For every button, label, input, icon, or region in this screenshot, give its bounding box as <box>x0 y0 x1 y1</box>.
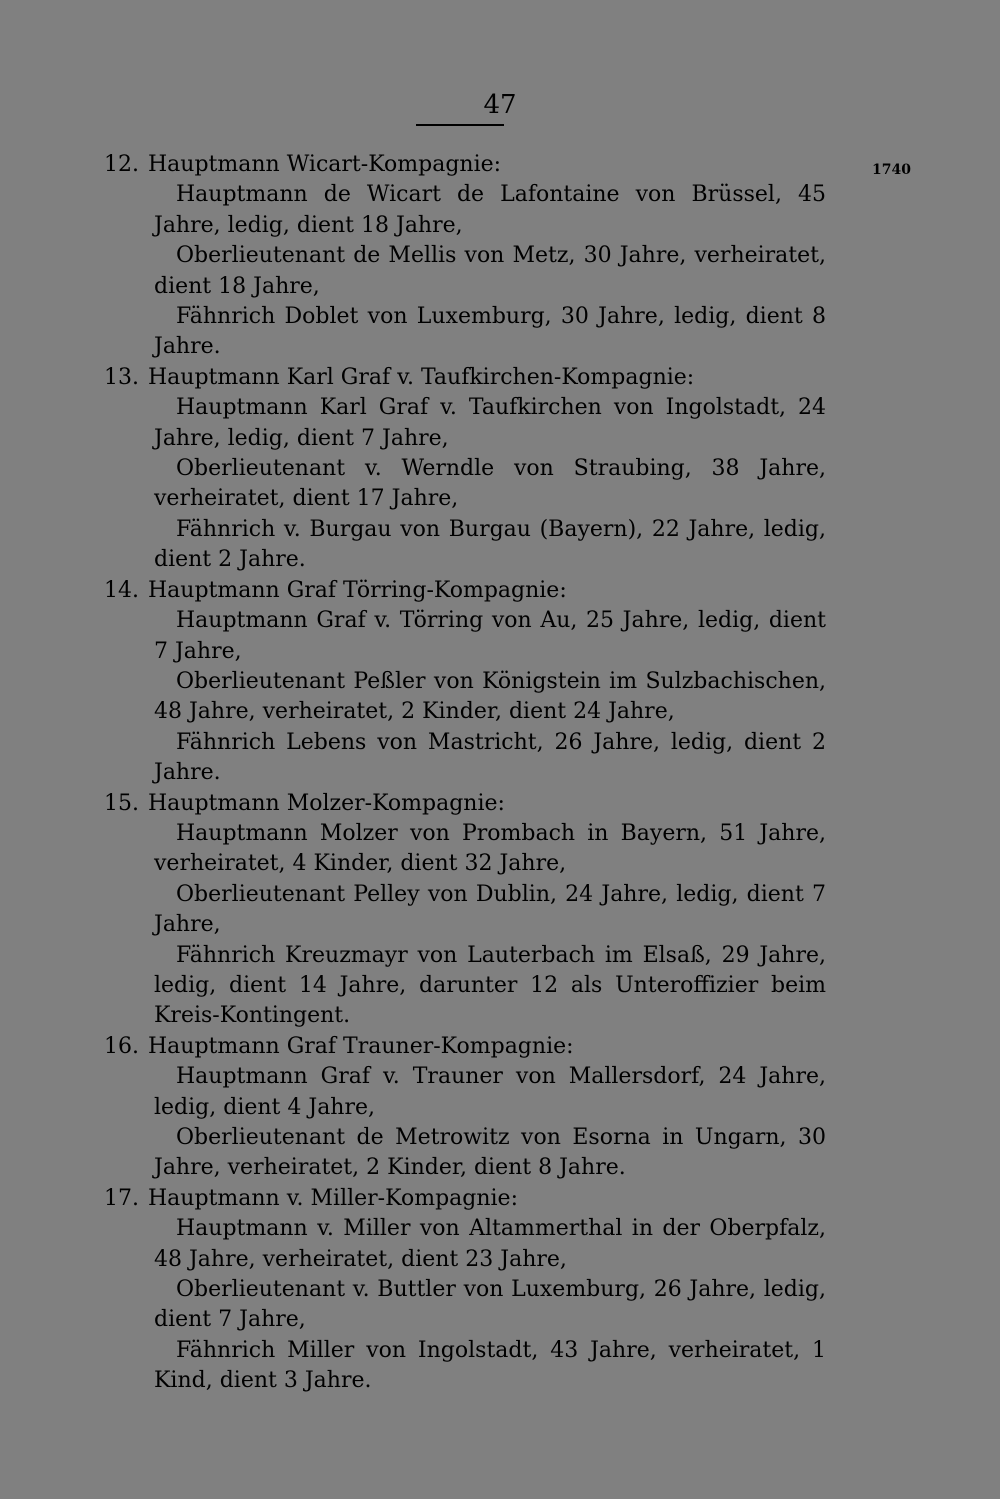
officer-entry: Hauptmann v. Miller von Altammerthal in der Oberpfalz, 48 Jahre, verheiratet, dient 23 Jahre, <box>154 1216 826 1272</box>
officer-entry: Fähnrich Lebens von Mastricht, 26 Jahre, ledig, dient 2 Jahre. <box>154 729 826 786</box>
officer-entry: Fähnrich Doblet von Luxemburg, 30 Jahre, ledig, dient 8 Jahre. <box>154 304 826 360</box>
company-list <box>104 150 826 1397</box>
company-entry <box>104 789 826 1032</box>
officer-entry: Oberlieutenant Pelley von Dublin, 24 Jahre, ledig, dient 7 Jahre, <box>154 881 826 938</box>
company-entry <box>104 150 826 363</box>
officer-entry: Hauptmann de Wicart de Lafontaine von Brüssel, 45 Jahre, ledig, dient 18 Jahre, <box>154 182 826 238</box>
officer-entry: Oberlieutenant v. Werndle von Straubing, 38 Jahre, verheiratet, dient 17 Jahre, <box>154 456 826 512</box>
officer-entry: Oberlieutenant v. Buttler von Luxemburg, 26 Jahre, ledig, dient 7 Jahre, <box>154 1277 826 1333</box>
company-title: Hauptmann Karl Graf v. Taufkirchen-Kompagnie: <box>148 364 695 390</box>
officer-entry: Oberlieutenant de Metrowitz von Esorna in Ungarn, 30 Jahre, verheiratet, 2 Kinder, dient 8 Jahre. <box>154 1125 826 1181</box>
officer-entry: Fähnrich Kreuzmayr von Lauterbach im Elsaß, 29 Jahre, ledig, dient 14 Jahre, darunter 12 als Unteroffizier beim Kreis-Kontingent. <box>154 942 826 1029</box>
company-number: 17. <box>104 1185 139 1211</box>
company-heading <box>104 1184 826 1214</box>
officer-entry: Hauptmann Molzer von Prombach in Bayern, 51 Jahre, verheiratet, 4 Kinder, dient 32 Jahre, <box>154 820 826 877</box>
company-number: 14. <box>104 577 139 603</box>
margin-year: 1740 <box>872 162 911 178</box>
officer-entry: Fähnrich v. Burgau von Burgau (Bayern), 22 Jahre, ledig, dient 2 Jahre. <box>154 516 826 573</box>
officer-entry: Hauptmann Karl Graf v. Taufkirchen von Ingolstadt, 24 Jahre, ledig, dient 7 Jahre, <box>154 395 826 451</box>
company-heading <box>104 1032 826 1062</box>
company-number: 12. <box>104 152 139 177</box>
officer-entry: Hauptmann Graf v. Törring von Au, 25 Jahre, ledig, dient 7 Jahre, <box>154 608 826 664</box>
company-title: Hauptmann Molzer-Kompagnie: <box>148 790 505 816</box>
company-entry <box>104 363 826 576</box>
company-entry <box>104 576 826 789</box>
company-title: Hauptmann Wicart-Kompagnie: <box>148 152 502 177</box>
company-heading <box>104 363 826 393</box>
company-heading <box>104 576 826 606</box>
company-title: Hauptmann Graf Trauner-Kompagnie: <box>148 1033 574 1059</box>
officer-entry: Oberlieutenant Peßler von Königstein im Sulzbachischen, 48 Jahre, verheiratet, 2 Kinder, dient 24 Jahre, <box>154 668 826 725</box>
officer-entry: Oberlieutenant de Mellis von Metz, 30 Jahre, verheiratet, dient 18 Jahre, <box>154 243 826 299</box>
company-heading <box>104 789 826 819</box>
page-number: 47 <box>483 90 517 120</box>
company-title: Hauptmann v. Miller-Kompagnie: <box>148 1185 518 1211</box>
company-number: 13. <box>104 364 139 390</box>
company-entry <box>104 1184 826 1397</box>
company-number: 15. <box>104 790 139 816</box>
page-number-rule <box>416 124 504 126</box>
company-number: 16. <box>104 1033 139 1059</box>
company-heading <box>104 150 826 180</box>
officer-entry: Fähnrich Miller von Ingolstadt, 43 Jahre, verheiratet, 1 Kind, dient 3 Jahre. <box>154 1337 826 1394</box>
company-entry <box>104 1032 826 1184</box>
company-title: Hauptmann Graf Törring-Kompagnie: <box>148 577 567 603</box>
officer-entry: Hauptmann Graf v. Trauner von Mallersdorf, 24 Jahre, ledig, dient 4 Jahre, <box>154 1064 826 1120</box>
